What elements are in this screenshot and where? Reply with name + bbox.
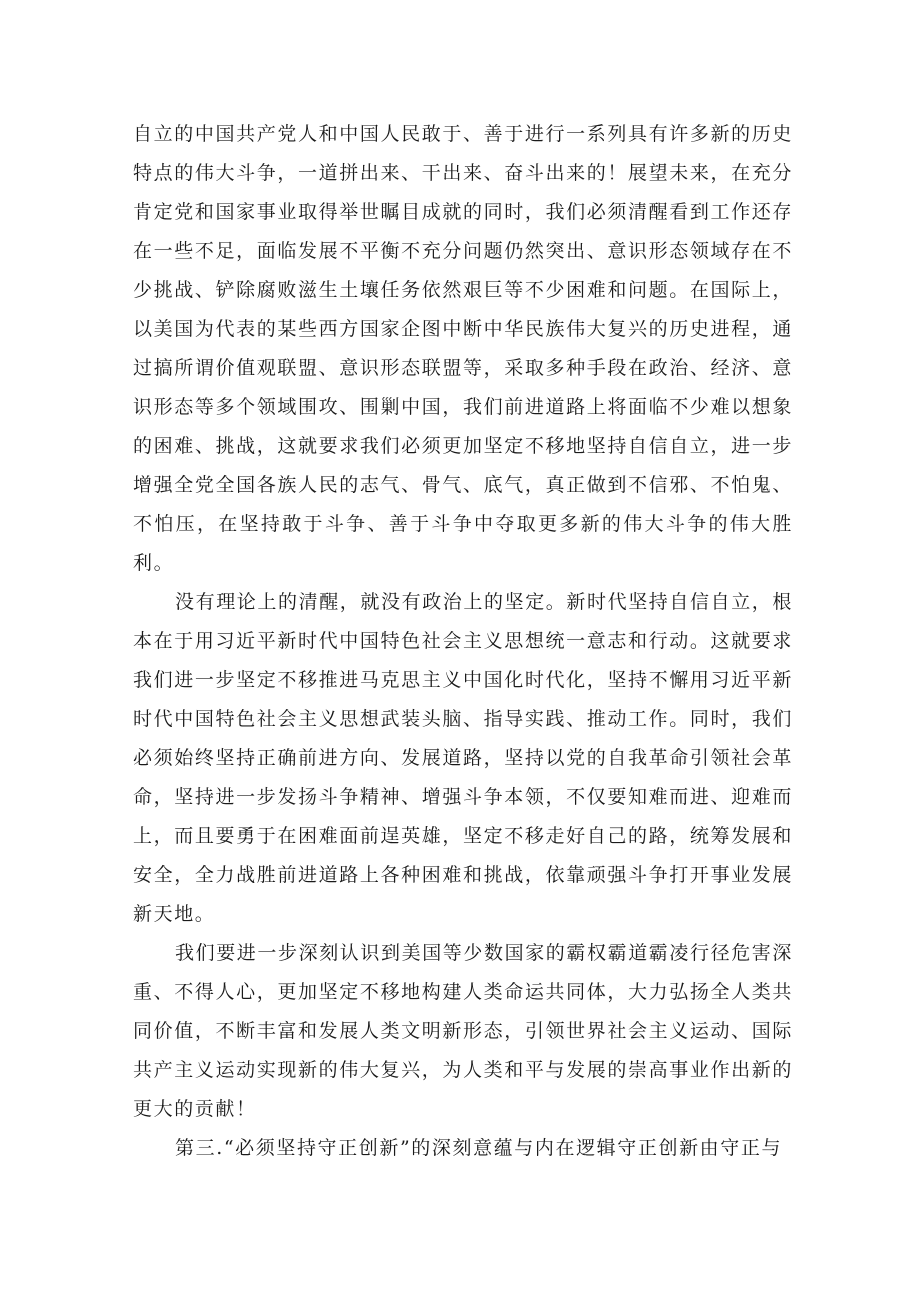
paragraph-section-three: 第三.“必须坚持守正创新”的深刻意蕴与内在逻辑守正创新由守正与 xyxy=(175,1137,783,1159)
paragraph-theory: 没有理论上的清醒，就没有政治上的坚定。新时代坚持自信自立，根本在于用习近平新时代中国特色社会主义思想统一意志和行动。这就要求我们进一步坚定不移推进马克思主义中国化时代化，坚持不懈用习近平新时代中国特色社会主义思想武装头脑、指导实践、推动工作。同时，我们必须始终坚持正确前进方向、发展道路，坚持以党的自我革命引领社会革命，坚持进一步发扬斗争精神、增强斗争本领，不仅要知难而进、迎难而上，而且要勇于在困难面前逞英雄，坚定不移走好自己的路，统筹发展和安全，全力战胜前进道路上各种困难和挑战，依靠顽强斗争打开事业发展新天地。 xyxy=(133,591,794,925)
document-body xyxy=(133,115,793,1168)
paragraph-continued: 自立的中国共产党人和中国人民敢于、善于进行一系列具有许多新的历史特点的伟大斗争，一道拼出来、干出来、奋斗出来的！展望未来，在充分肯定党和国家事业取得举世瞩目成就的同时，我们必须清醒看到工作还存在一些不足，面临发展不平衡不充分问题仍然突出、意识形态领域存在不少挑战、铲除腐败滋生土壤任务依然艰巨等不少困难和问题。在国际上，以美国为代表的某些西方国家企图中断中华民族伟大复兴的历史进程，通过搞所谓价值观联盟、意识形态联盟等，采取多种手段在政治、经济、意识形态等多个领域围攻、围剿中国，我们前进道路上将面临不少难以想象的困难、挑战，这就要求我们必须更加坚定不移地坚持自信自立，进一步增强全党全国各族人民的志气、骨气、底气，真正做到不信邪、不怕鬼、不怕压，在坚持敢于斗争、善于斗争中夺取更多新的伟大斗争的伟大胜利。 xyxy=(133,123,793,574)
paragraph-community: 我们要进一步深刻认识到美国等少数国家的霸权霸道霸凌行径危害深重、不得人心，更加坚定不移地构建人类命运共同体，大力弘扬全人类共同价值，不断丰富和发展人类文明新形态，引领世界社会主义运动、国际共产主义运动实现新的伟大复兴，为人类和平与发展的崇高事业作出新的更大的贡献！ xyxy=(133,942,794,1120)
